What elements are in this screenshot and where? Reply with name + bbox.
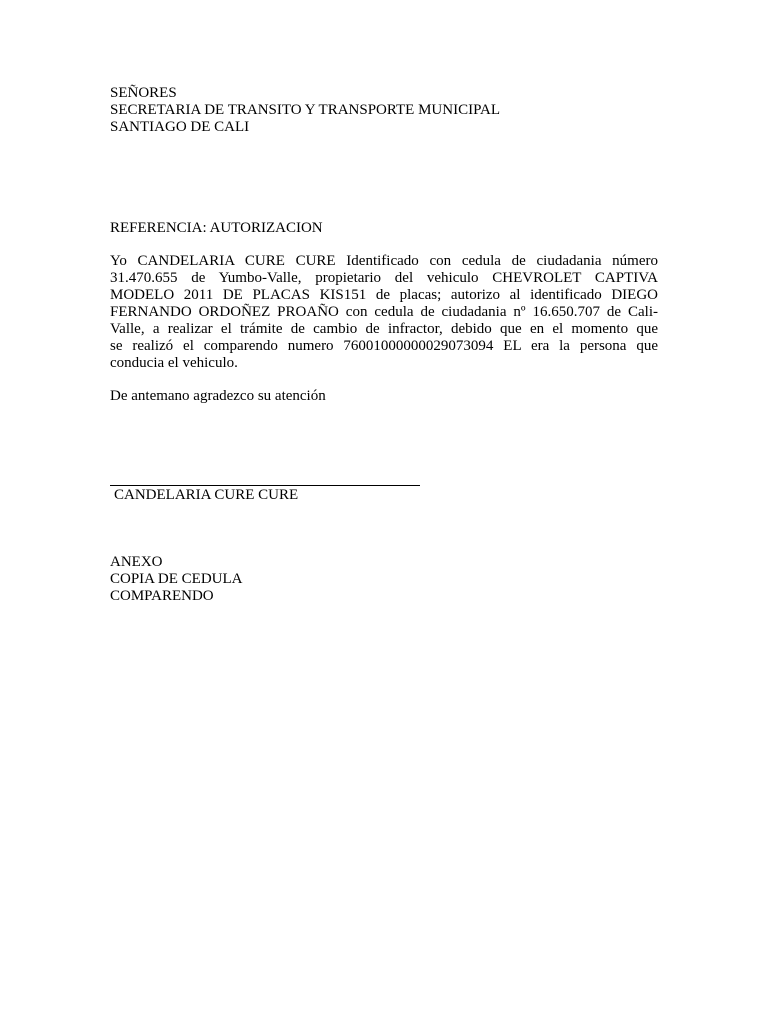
addressee-organization: SECRETARIA DE TRANSITO Y TRANSPORTE MUNICIPAL [110, 102, 501, 118]
signature-rule [110, 485, 420, 486]
body-line: se realizó el comparendo numero 76001000000029073094 EL era la persona que [110, 338, 658, 354]
addressee-block [110, 85, 658, 136]
closing-text: De antemano agradezco su atención [110, 388, 326, 404]
closing-line [110, 388, 658, 405]
annex-block [110, 554, 658, 605]
body-paragraph [110, 253, 658, 372]
body-line: MODELO 2011 DE PLACAS KIS151 de placas; autorizo al identificado DIEGO [110, 287, 658, 303]
signature-name: CANDELARIA CURE CURE [114, 487, 299, 503]
annex-title: ANEXO [110, 554, 163, 570]
reference-line [110, 220, 658, 237]
body-line: 31.470.655 de Yumbo-Valle, propietario del vehiculo CHEVROLET CAPTIVA [110, 270, 658, 286]
body-line: FERNANDO ORDOÑEZ PROAÑO con cedula de ciudadania nº 16.650.707 de Cali- [110, 304, 658, 320]
body-line: Valle, a realizar el trámite de cambio de infractor, debido que en el momento que [110, 321, 658, 337]
body-line: Yo CANDELARIA CURE CURE Identificado con cedula de ciudadania número [110, 253, 658, 269]
annex-item: COPIA DE CEDULA [110, 571, 243, 587]
addressee-salutation: SEÑORES [110, 85, 177, 101]
reference-text: REFERENCIA: AUTORIZACION [110, 220, 323, 236]
annex-item: COMPARENDO [110, 588, 214, 604]
body-line: conducia el vehiculo. [110, 355, 238, 371]
addressee-city: SANTIAGO DE CALI [110, 119, 250, 135]
